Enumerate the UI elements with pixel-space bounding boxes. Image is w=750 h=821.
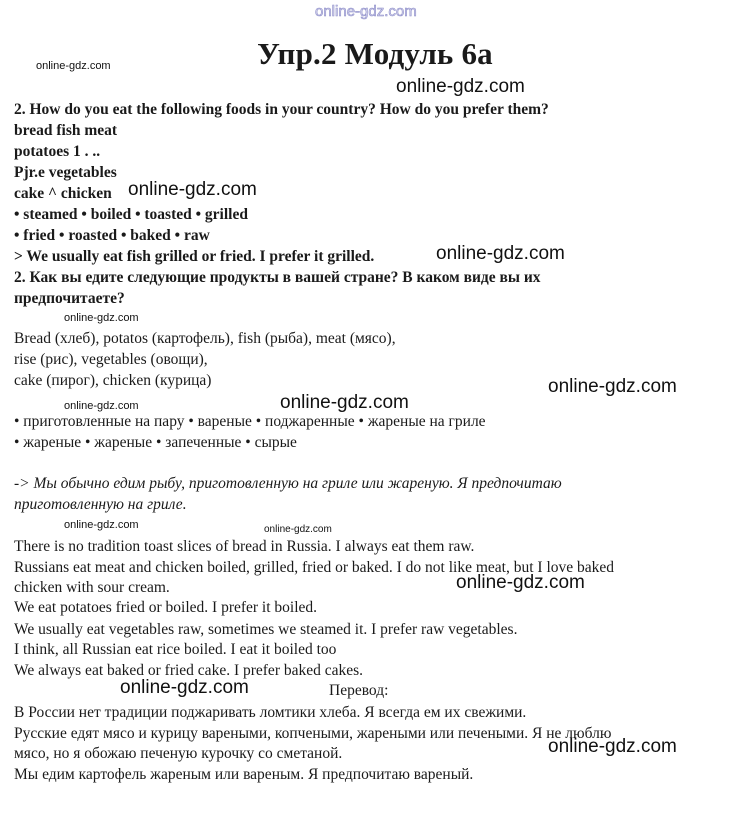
answer-line: We usually eat vegetables raw, sometimes we steamed it. I prefer raw vegetables. (14, 621, 518, 638)
task-words-line: bread fish meat (14, 122, 118, 139)
answer-line: There is no tradition toast slices of bread in Russia. I always eat them raw. (14, 538, 475, 555)
watermark: online-gdz.com (36, 60, 111, 72)
translation-line: мясо, но я обожаю печеную курочку со сметаной. (14, 745, 343, 762)
task-example-en: > We usually eat fish grilled or fried. I prefer it grilled. (14, 248, 375, 265)
task-methods-ru: • жареные • жареные • запеченные • сырые (14, 434, 297, 451)
watermark: online-gdz.com (436, 243, 565, 264)
task-methods-line: • fried • roasted • baked • raw (14, 227, 210, 244)
task-example-ru: приготовленную на гриле. (14, 496, 187, 513)
task-methods-ru: • приготовленные на пару • вареные • поджаренные • жареные на гриле (14, 413, 486, 430)
task-question-ru: предпочитаете? (14, 290, 125, 307)
watermark: online-gdz.com (64, 312, 139, 324)
task-words-ru: cake (пирог), chicken (курица) (14, 372, 212, 389)
task-words-ru: Bread (хлеб), potatos (картофель), fish (рыба), meat (мясо), (14, 330, 396, 347)
watermark-top: online-gdz.com (315, 3, 417, 20)
task-question-ru: 2. Как вы едите следующие продукты в вашей стране? В каком виде вы их (14, 269, 541, 286)
answer-line: I think, all Russian eat rice boiled. I eat it boiled too (14, 641, 337, 658)
watermark: online-gdz.com (456, 572, 585, 593)
translation-line: В России нет традиции поджаривать ломтики хлеба. Я всегда ем их свежими. (14, 704, 527, 721)
task-words-ru: rise (рис), vegetables (овощи), (14, 351, 208, 368)
watermark: online-gdz.com (548, 736, 677, 757)
answer-line: chicken with sour cream. (14, 579, 170, 596)
watermark: online-gdz.com (396, 76, 525, 97)
watermark: online-gdz.com (120, 677, 249, 698)
translation-line: Русские едят мясо и курицу вареными, копчеными, жареными или печеными. Я не люблю (14, 725, 612, 742)
translation-heading: Перевод: (329, 682, 389, 699)
answer-line: Russians eat meat and chicken boiled, grilled, fried or baked. I do not like meat, but I love baked (14, 559, 615, 576)
watermark: online-gdz.com (280, 392, 409, 413)
answer-line: We eat potatoes fried or boiled. I prefer it boiled. (14, 599, 318, 616)
task-question-en: 2. How do you eat the following foods in your country? How do you prefer them? (14, 101, 549, 118)
example-text: > Мы обычно едим рыбу, приготовленную на гриле или жареную. Я предпочитаю (19, 475, 562, 492)
task-methods-line: • steamed • boiled • toasted • grilled (14, 206, 248, 223)
watermark: online-gdz.com (264, 524, 332, 535)
watermark: online-gdz.com (64, 400, 139, 412)
example-prefix: - (14, 475, 20, 492)
watermark: online-gdz.com (548, 376, 677, 397)
watermark: online-gdz.com (128, 179, 257, 200)
task-words-line: potatoes 1 . .. (14, 143, 101, 160)
answer-line: We always eat baked or fried cake. I prefer baked cakes. (14, 662, 364, 679)
task-words-line: Pjr.e vegetables (14, 164, 117, 181)
page-title: Упр.2 Модуль 6а (257, 36, 493, 71)
task-example-ru (14, 474, 562, 494)
task-words-line: cake ^ chicken (14, 185, 112, 202)
translation-line: Мы едим картофель жареным или вареным. Я предпочитаю вареный. (14, 766, 474, 783)
watermark: online-gdz.com (64, 519, 139, 531)
